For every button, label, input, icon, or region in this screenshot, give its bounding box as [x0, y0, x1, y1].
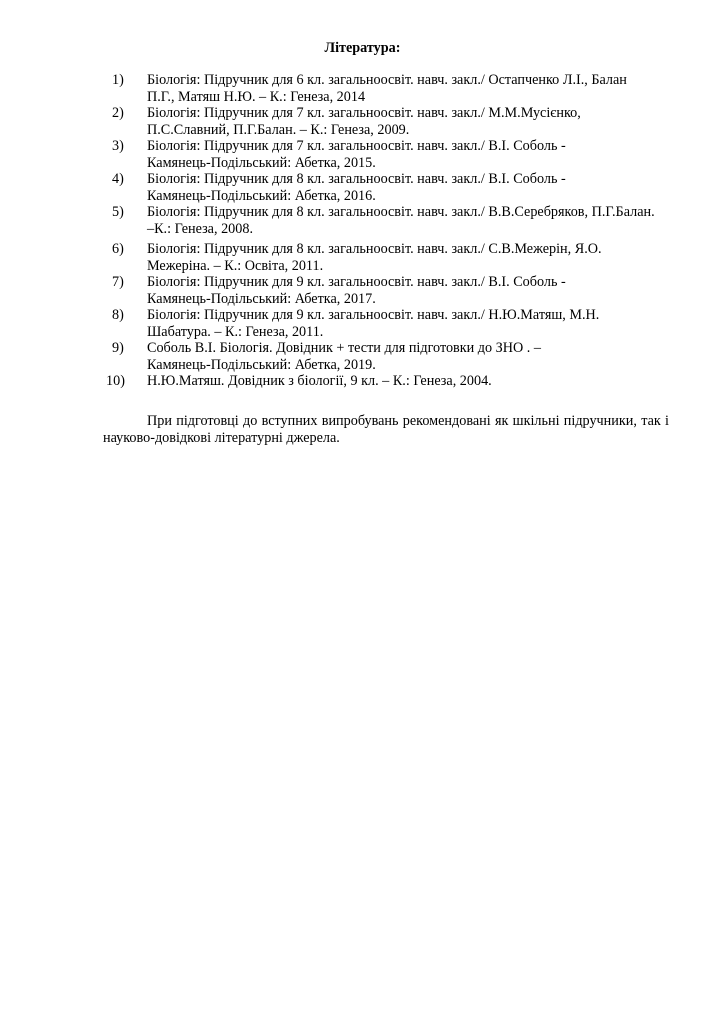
reference-line: П.С.Славний, П.Г.Балан. – К.: Генеза, 2009.: [147, 121, 410, 138]
reference-line: Камянець-Подільський: Абетка, 2017.: [147, 290, 376, 307]
reference-text: [147, 171, 672, 204]
literature-heading: Література:: [324, 40, 401, 56]
reference-line: Соболь В.І. Біологія. Довідник + тести для підготовки до ЗНО . –: [147, 340, 541, 356]
reference-number: 1): [112, 72, 124, 88]
reference-line: Шабатура. – К.: Генеза, 2011.: [147, 323, 324, 340]
reference-line: Біологія: Підручник для 9 кл. загальноосвіт. навч. закл./ Н.Ю.Матяш, М.Н.: [147, 307, 600, 323]
reference-text: [147, 373, 672, 390]
reference-number: 5): [112, 204, 124, 220]
reference-text: [147, 72, 672, 105]
reference-number: 6): [112, 241, 124, 257]
reference-text: [147, 241, 672, 274]
reference-item: [112, 274, 672, 307]
reference-text: [147, 307, 672, 340]
reference-item: [112, 241, 672, 274]
reference-line: Біологія: Підручник для 7 кл. загальноосвіт. навч. закл./ М.М.Мусієнко,: [147, 105, 581, 121]
reference-line: П.Г., Матяш Н.Ю. – К.: Генеза, 2014: [147, 88, 366, 105]
reference-number: 7): [112, 274, 124, 290]
reference-list: [106, 72, 672, 390]
reference-item: [106, 373, 672, 390]
reference-line: Камянець-Подільський: Абетка, 2015.: [147, 154, 376, 171]
reference-number: 9): [112, 340, 124, 356]
reference-text: [147, 340, 672, 373]
reference-item: [112, 72, 672, 105]
reference-line: Біологія: Підручник для 8 кл. загальноосвіт. навч. закл./ С.В.Межерін, Я.О.: [147, 241, 602, 257]
reference-item: [112, 340, 672, 373]
reference-text: [147, 105, 672, 138]
reference-number: 8): [112, 307, 124, 323]
reference-item: [112, 204, 672, 237]
reference-line: Камянець-Подільський: Абетка, 2019.: [147, 356, 376, 373]
reference-line: Біологія: Підручник для 8 кл. загальноосвіт. навч. закл./ В.І. Соболь -: [147, 171, 566, 187]
reference-item: [112, 138, 672, 171]
reference-line: Біологія: Підручник для 9 кл. загальноосвіт. навч. закл./ В.І. Соболь -: [147, 274, 566, 290]
reference-line: Біологія: Підручник для 8 кл. загальноосвіт. навч. закл./ В.В.Серебряков, П.Г.Балан.: [147, 204, 655, 220]
reference-line: Н.Ю.Матяш. Довідник з біології, 9 кл. – К.: Генеза, 2004.: [147, 373, 492, 389]
reference-text: [147, 204, 672, 237]
reference-item: [112, 307, 672, 340]
reference-number: 4): [112, 171, 124, 187]
reference-text: [147, 274, 672, 307]
reference-item: [112, 105, 672, 138]
reference-line: Біологія: Підручник для 7 кл. загальноосвіт. навч. закл./ В.І. Соболь -: [147, 138, 566, 154]
reference-line: Біологія: Підручник для 6 кл. загальноосвіт. навч. закл./ Остапченко Л.І., Балан: [147, 72, 627, 88]
reference-text: [147, 138, 672, 171]
reference-number: 3): [112, 138, 124, 154]
reference-line: Камянець-Подільський: Абетка, 2016.: [147, 187, 376, 204]
recommendation-paragraph: При підготовці до вступних випробувань рекомендовані як шкільні підручники, так і науково-довідкові літературні джерела.: [103, 413, 669, 446]
reference-item: [112, 171, 672, 204]
reference-line: Межеріна. – К.: Освіта, 2011.: [147, 257, 324, 274]
reference-number: 10): [106, 373, 125, 389]
reference-line: –К.: Генеза, 2008.: [147, 220, 253, 237]
reference-number: 2): [112, 105, 124, 121]
